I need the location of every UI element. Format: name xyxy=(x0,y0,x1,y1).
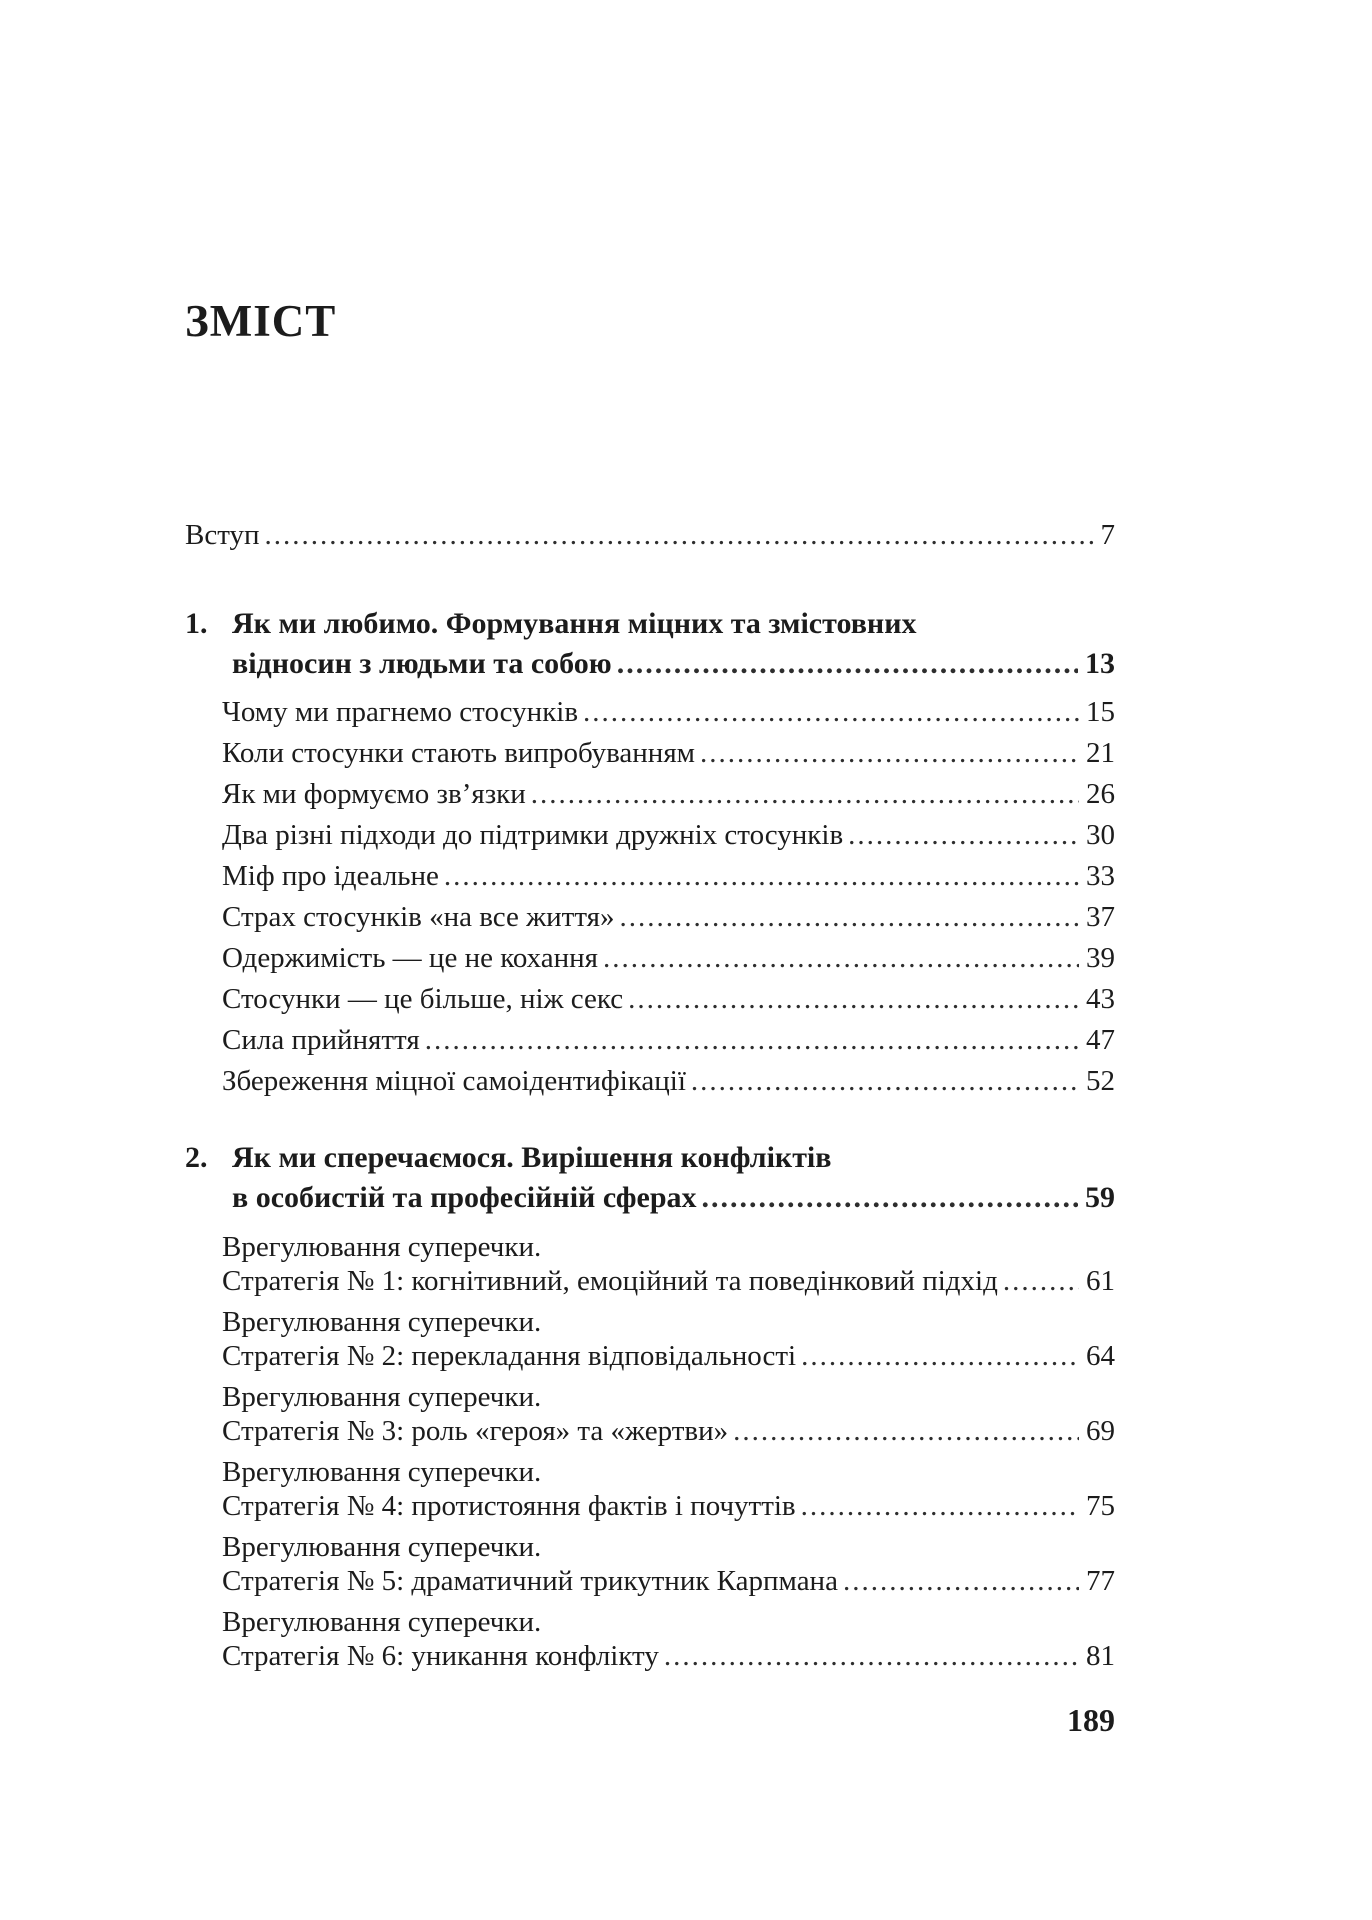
toc-dot-leader xyxy=(531,774,1079,815)
toc-dot-leader xyxy=(583,692,1079,733)
toc-entry-group xyxy=(185,1455,1115,1523)
toc-entry-text: Як ми любимо. Формування міцних та змістовних xyxy=(232,607,917,640)
toc-entry-item xyxy=(185,774,1115,815)
toc-dot-leader xyxy=(425,1020,1079,1061)
toc-leader-line xyxy=(222,1414,1115,1448)
toc-entry-text: Міф про ідеальне xyxy=(222,860,439,892)
toc-page-number: 37 xyxy=(1086,901,1115,933)
toc-dot-leader xyxy=(843,1564,1079,1598)
toc-entry-text: Стратегія № 1: когнітивний, емоційний та поведінковий підхід xyxy=(222,1265,998,1297)
toc-entry-group xyxy=(185,1380,1115,1448)
toc-entry-section xyxy=(185,604,1115,684)
toc-entry-item xyxy=(185,733,1115,774)
toc-entry-item xyxy=(185,1061,1115,1102)
toc-entry-text: Стратегія № 4: протистояння фактів і почуттів xyxy=(222,1490,796,1522)
toc-leader-line xyxy=(222,774,1115,815)
toc-section-number: 1. xyxy=(185,607,208,640)
toc-page-number: 64 xyxy=(1086,1340,1115,1372)
toc-entry-text: Врегулювання суперечки. xyxy=(222,1231,542,1263)
toc-dot-leader xyxy=(603,938,1079,979)
toc-entry-item xyxy=(185,979,1115,1020)
toc-entry-text: Одержимість — це не кохання xyxy=(222,942,598,974)
toc-entry-text: Врегулювання суперечки. xyxy=(222,1456,542,1488)
toc-dot-leader xyxy=(801,1489,1079,1523)
toc-page-number: 81 xyxy=(1086,1640,1115,1672)
toc-entry-group xyxy=(185,1530,1115,1598)
toc-page-number: 21 xyxy=(1086,737,1115,769)
toc-leader-line xyxy=(222,979,1115,1020)
toc-page-number: 75 xyxy=(1086,1490,1115,1522)
toc-section-body xyxy=(232,1138,1115,1218)
toc-leader-line xyxy=(222,938,1115,979)
toc-page-number: 7 xyxy=(1100,519,1115,551)
toc-entry-text: Чому ми прагнемо стосунків xyxy=(222,696,579,728)
toc-section-number: 2. xyxy=(185,1141,208,1174)
toc-entry-item xyxy=(185,815,1115,856)
toc-entry-text: Сила прийняття xyxy=(222,1024,420,1056)
toc-entry-text: в особистій та професійній сферах xyxy=(232,1181,697,1214)
page-title: ЗМІСТ xyxy=(185,296,337,346)
toc-dot-leader xyxy=(848,815,1079,856)
toc-page-number: 69 xyxy=(1086,1415,1115,1447)
toc-leader-line xyxy=(232,644,1115,684)
toc-entry-text: Два різні підходи до підтримки дружніх стосунків xyxy=(222,819,844,851)
toc-entry-group xyxy=(185,1305,1115,1373)
toc-page-number: 30 xyxy=(1086,819,1115,851)
toc-leader-line xyxy=(222,1639,1115,1673)
toc-entry-item xyxy=(185,692,1115,733)
toc-entry-item xyxy=(185,897,1115,938)
toc-entry-group xyxy=(185,1230,1115,1298)
toc-entry-section xyxy=(185,1138,1115,1218)
toc-page-number: 43 xyxy=(1086,983,1115,1015)
toc-entry-text: відносин з людьми та собою xyxy=(232,647,612,680)
toc-page-number: 13 xyxy=(1085,647,1115,680)
toc-entry-text: Коли стосунки стають випробуванням xyxy=(222,737,696,769)
toc-leader-line xyxy=(222,1020,1115,1061)
toc-leader-line xyxy=(185,515,1115,556)
toc-entry-item xyxy=(185,856,1115,897)
toc-entry-text: Врегулювання суперечки. xyxy=(222,1606,542,1638)
toc-page-number: 59 xyxy=(1085,1181,1115,1214)
toc-entry-text: Врегулювання суперечки. xyxy=(222,1306,542,1338)
toc-dot-leader xyxy=(265,515,1094,556)
toc-dot-leader xyxy=(733,1414,1079,1448)
toc-dot-leader xyxy=(1003,1264,1079,1298)
toc-entry-text: Страх стосунків «на все життя» xyxy=(222,901,615,933)
toc-leader-line xyxy=(222,733,1115,774)
toc-entry-item xyxy=(185,1020,1115,1061)
toc-entry-text: Стратегія № 6: уникання конфлікту xyxy=(222,1640,659,1672)
toc-page-number: 33 xyxy=(1086,860,1115,892)
toc-entry-text: Врегулювання суперечки. xyxy=(222,1531,542,1563)
page-number: 189 xyxy=(1067,1702,1115,1738)
toc-entry-text: Стратегія № 3: роль «героя» та «жертви» xyxy=(222,1415,729,1447)
toc-leader-line xyxy=(222,1339,1115,1373)
toc-dot-leader xyxy=(617,644,1078,684)
toc-page-number: 47 xyxy=(1086,1024,1115,1056)
toc-page-number: 77 xyxy=(1086,1565,1115,1597)
toc-entry-text: Як ми сперечаємося. Вирішення конфліктів xyxy=(232,1141,832,1174)
toc-dot-leader xyxy=(628,979,1079,1020)
toc-dot-leader xyxy=(444,856,1079,897)
toc-leader-line xyxy=(222,692,1115,733)
toc-entry-text: Вступ xyxy=(185,519,260,551)
toc-entry-text: Стратегія № 5: драматичний трикутник Карпмана xyxy=(222,1565,838,1597)
toc-page-number: 15 xyxy=(1086,696,1115,728)
toc-leader-line xyxy=(222,815,1115,856)
toc-leader-line xyxy=(222,897,1115,938)
toc-page-number: 61 xyxy=(1086,1265,1115,1297)
toc-entry-item xyxy=(185,938,1115,979)
toc-page-number: 26 xyxy=(1086,778,1115,810)
toc-dot-leader xyxy=(801,1339,1079,1373)
toc-entry-text: Врегулювання суперечки. xyxy=(222,1381,542,1413)
toc-entry-text: Стратегія № 2: перекладання відповідальності xyxy=(222,1340,797,1372)
toc-dot-leader xyxy=(619,897,1079,938)
toc-section-body xyxy=(232,604,1115,684)
toc-page-number: 39 xyxy=(1086,942,1115,974)
toc-entry-text: Стосунки — це більше, ніж секс xyxy=(222,983,624,1015)
toc-entry-group xyxy=(185,1605,1115,1673)
toc-leader-line xyxy=(222,1489,1115,1523)
toc-dot-leader xyxy=(702,1178,1078,1218)
toc-entry-text: Як ми формуємо зв’язки xyxy=(222,778,526,810)
toc-list xyxy=(185,515,1115,1673)
toc-entry-intro xyxy=(185,515,1115,556)
toc-page-number: 52 xyxy=(1086,1065,1115,1097)
toc-entry-text: Збереження міцної самоідентифікації xyxy=(222,1065,686,1097)
toc-leader-line xyxy=(222,1564,1115,1598)
toc-dot-leader xyxy=(664,1639,1079,1673)
toc-leader-line xyxy=(222,1264,1115,1298)
toc-leader-line xyxy=(222,1061,1115,1102)
toc-leader-line xyxy=(232,1178,1115,1218)
toc-dot-leader xyxy=(700,733,1079,774)
toc-dot-leader xyxy=(691,1061,1079,1102)
toc-leader-line xyxy=(222,856,1115,897)
